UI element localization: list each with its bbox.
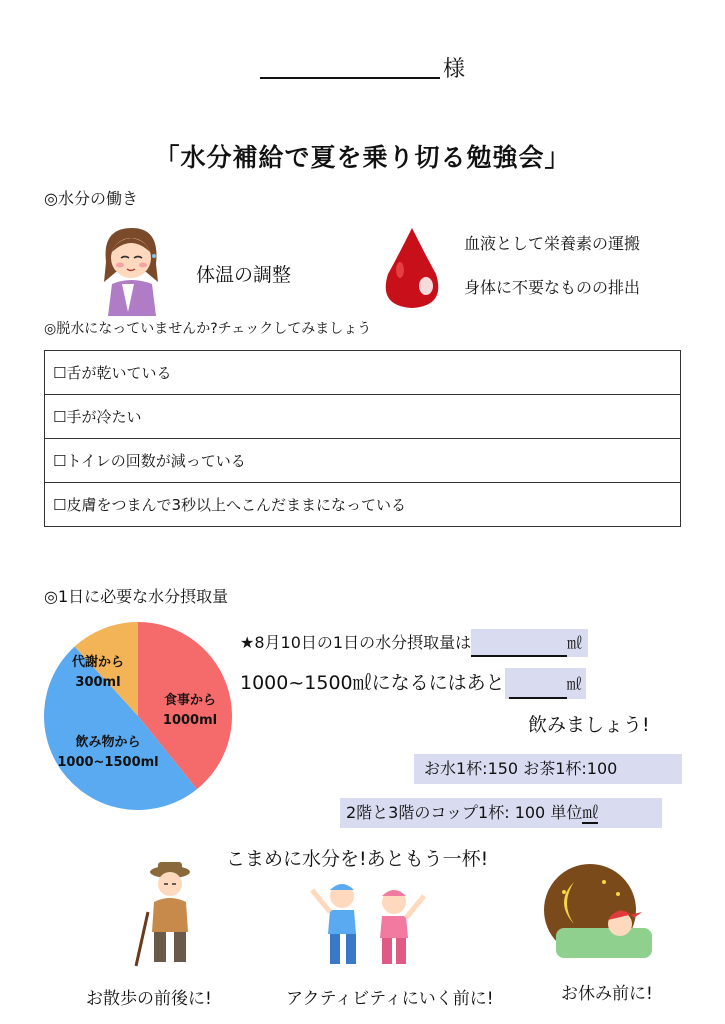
- intake-total-field[interactable]: [471, 629, 588, 657]
- caption-walk: お散歩の前後に!: [86, 989, 212, 1009]
- pie-slice-label: 飲み物から: [75, 735, 141, 750]
- slogan: こまめに水分を!あともう一杯!: [226, 848, 489, 870]
- cup-volume-info: お水1杯:150 お茶1杯:100: [414, 754, 682, 784]
- checklist-item[interactable]: ☐手が冷たい: [45, 395, 681, 439]
- intake-remaining-field[interactable]: [505, 668, 586, 699]
- dehydration-checklist: [44, 350, 681, 527]
- name-suffix: 様: [443, 57, 466, 82]
- intake-line1: [240, 629, 588, 657]
- role-nutrient-transport: 血液として栄養素の運搬: [464, 234, 641, 253]
- check-heading: ◎脱水になっていませんか?チェックしてみましょう: [44, 321, 372, 337]
- caption-rest: お休み前に!: [561, 984, 653, 1004]
- checklist-item[interactable]: ☐舌が乾いている: [45, 351, 681, 395]
- pie-slice-value: 300ml: [75, 675, 121, 690]
- walking-elder-illustration: [130, 862, 206, 970]
- checklist-item[interactable]: ☐皮膚をつまんで3秒以上へこんだままになっている: [45, 483, 681, 527]
- page-title: 「水分補給で夏を乗り切る勉強会」: [154, 143, 571, 172]
- intake-line2-text: 1000~1500㎖になるにはあと: [240, 672, 505, 694]
- pie-slice-label: 食事から: [163, 693, 217, 708]
- cup-floor-text: 2階と3階のコップ1杯: 100 単位: [346, 803, 583, 822]
- role-waste-excretion: 身体に不要なものの排出: [464, 278, 641, 297]
- intake-line3: 飲みましょう!: [528, 714, 650, 736]
- pie-slice-value: 1000ml: [162, 713, 218, 728]
- exercise-couple-illustration: [302, 876, 432, 968]
- cup-volume-floor-info: [340, 798, 662, 828]
- caption-activity: アクティビティにいく前に!: [286, 989, 494, 1009]
- unit-ml: ㎖: [567, 634, 583, 652]
- pie-slice-value: 1000~1500ml: [57, 755, 159, 770]
- sleeping-illustration: [534, 862, 658, 962]
- role-body-temp: 体温の調整: [196, 264, 292, 286]
- intake-line2: [240, 668, 586, 698]
- hot-woman-illustration: [96, 222, 166, 316]
- name-line: [260, 77, 440, 79]
- intake-heading: ◎1日に必要な水分摂取量: [44, 587, 229, 606]
- unit-ml: ㎖: [582, 803, 599, 822]
- pie-slice-label: 代謝から: [71, 655, 125, 670]
- blood-drop-icon: [380, 226, 444, 310]
- unit-ml: ㎖: [566, 675, 582, 693]
- roles-heading: ◎水分の働き: [44, 189, 138, 208]
- intake-line1-text: ★8月10日の1日の水分摂取量は: [240, 633, 472, 652]
- checklist-item[interactable]: ☐トイレの回数が減っている: [45, 439, 681, 483]
- intake-pie-chart: [40, 618, 236, 814]
